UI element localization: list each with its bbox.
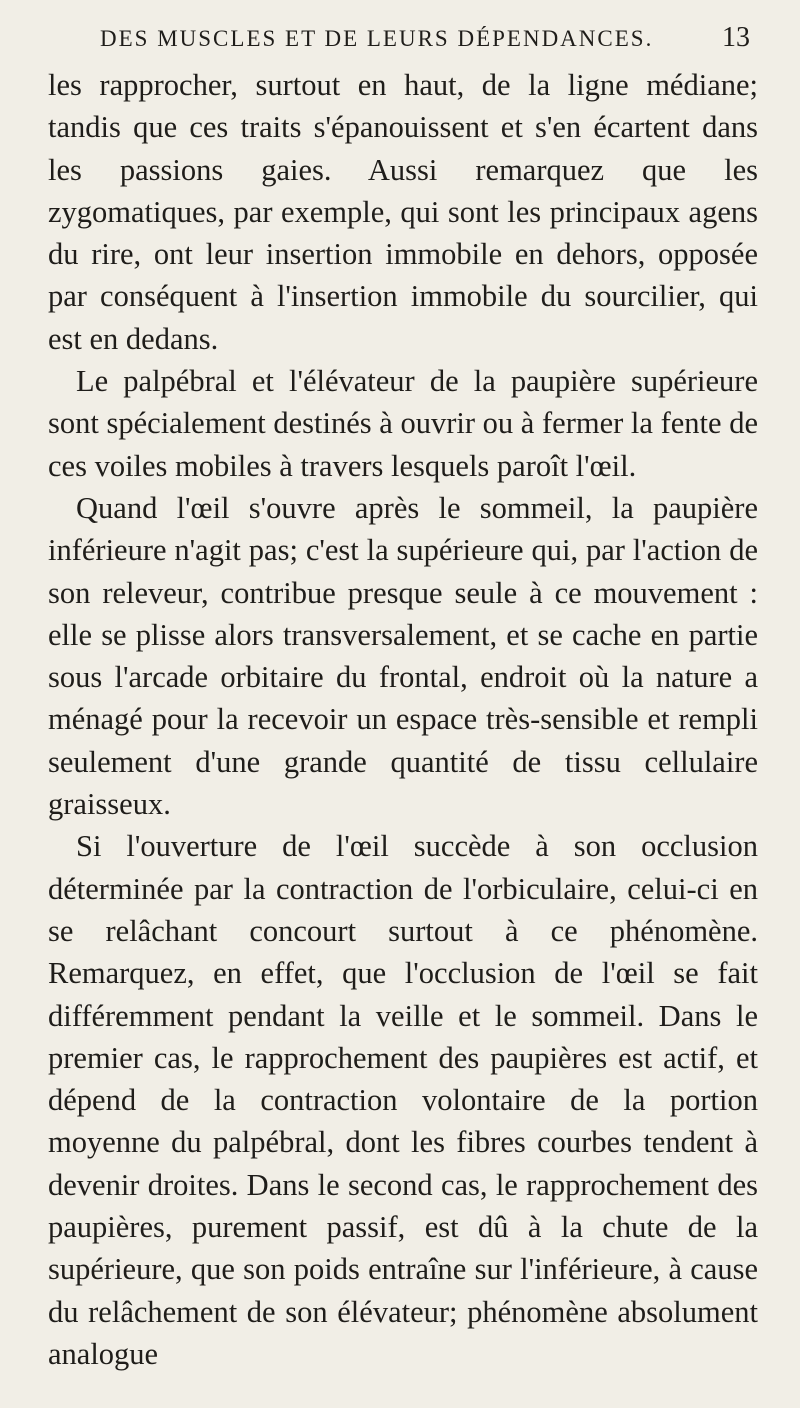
- paragraph-1: les rapprocher, surtout en haut, de la ligne médiane; tandis que ces traits s'épanouissent et s'en écartent dans les passions gaies. Aussi remarquez que les zygomatiques, par exemple, qui sont les principaux agens du rire, ont leur insertion immobile en dehors, opposée par conséquent à l'insertion immobile du sourcilier, qui est en dedans.: [48, 68, 758, 356]
- running-title: DES MUSCLES ET DE LEURS DÉPENDANCES.: [100, 26, 654, 51]
- running-header: [48, 22, 758, 60]
- body-text: [48, 64, 758, 1375]
- paragraph-4: Si l'ouverture de l'œil succède à son occlusion déterminée par la contraction de l'orbiculaire, celui-ci en se relâchant concourt surtout à ce phénomène. Remarquez, en effet, que l'occlusion de l'œil se fait différemment pendant la veille et le sommeil. Dans le premier cas, le rapprochement des paupières est actif, et dépend de la contraction volontaire de la portion moyenne du palpébral, dont les fibres courbes tendent à devenir droites. Dans le second cas, le rapprochement des paupières, purement passif, est dû à la chute de la supérieure, que son poids entraîne sur l'inférieure, à cause du relâchement de son élévateur; phénomène absolument analogue: [48, 829, 758, 1371]
- page-number: 13: [722, 22, 750, 53]
- paragraph-3: Quand l'œil s'ouvre après le sommeil, la paupière inférieure n'agit pas; c'est la supérieure qui, par l'action de son releveur, contribue presque seule à ce mouvement : elle se plisse alors transversalement, et se cache en partie sous l'arcade orbitaire du frontal, endroit où la nature a ménagé pour la recevoir un espace très-sensible et rempli seulement d'une grande quantité de tissu cellulaire graisseux.: [48, 490, 758, 822]
- paragraph-2: Le palpébral et l'élévateur de la paupière supérieure sont spécialement destinés à ouvrir ou à fermer la fente de ces voiles mobiles à travers lesquels paroît l'œil.: [48, 364, 758, 483]
